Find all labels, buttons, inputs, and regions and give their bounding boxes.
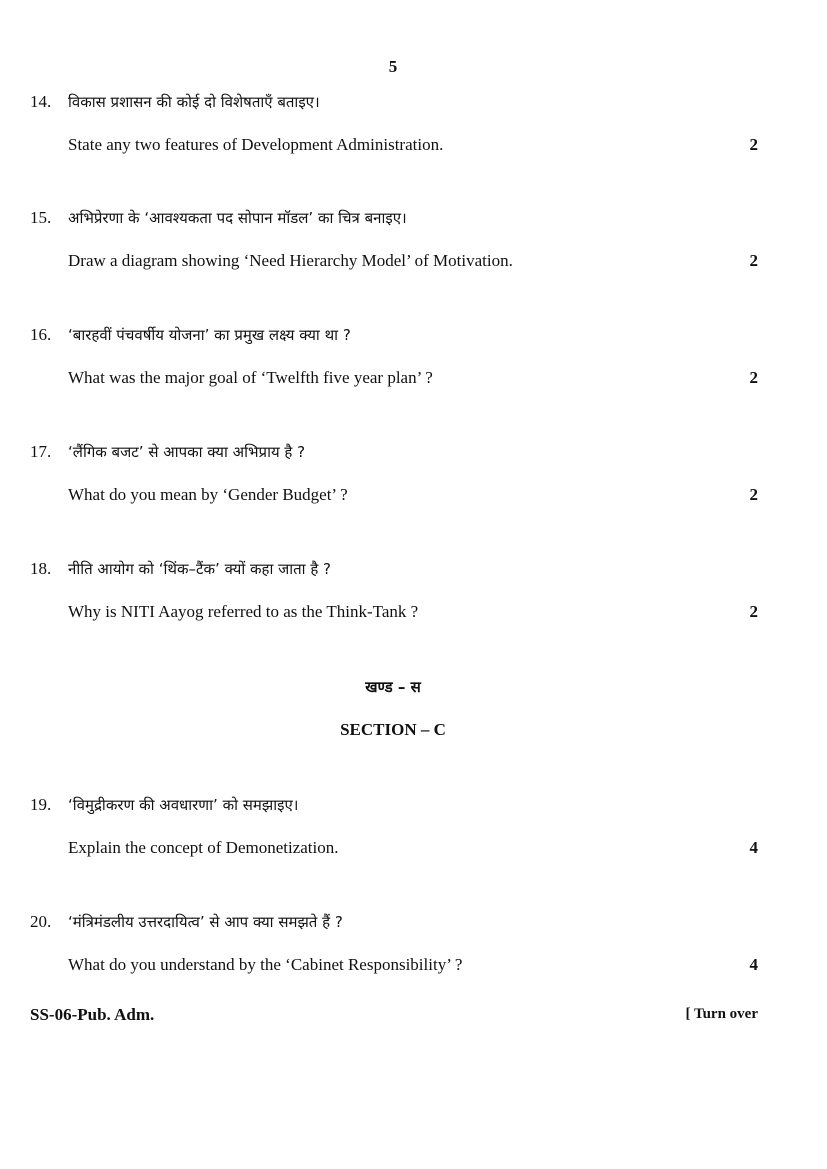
question-hindi-text: विकास प्रशासन की कोई दो विशेषताएँ बताइए। xyxy=(68,93,320,111)
question-english-text: Explain the concept of Demonetization. xyxy=(68,838,339,857)
question-hindi-text: ‘मंत्रिमंडलीय उत्तरदायित्व’ से आप क्या समझते हैं ? xyxy=(68,913,343,931)
question-english-text: What was the major goal of ‘Twelfth five year plan’ ? xyxy=(68,368,433,387)
question-marks: 2 xyxy=(749,368,758,387)
section-heading-hindi: खण्ड – स xyxy=(365,678,421,696)
page-number: 5 xyxy=(388,57,398,76)
question-number: 16. xyxy=(30,325,52,344)
question-number: 20. xyxy=(30,912,52,931)
question-marks: 2 xyxy=(749,602,758,621)
turn-over-note: [ Turn over xyxy=(685,1006,758,1022)
question-english-text: State any two features of Development Administration. xyxy=(68,135,444,154)
question-marks: 4 xyxy=(749,838,758,857)
question-english-text: Why is NITI Aayog referred to as the Think-Tank ? xyxy=(68,602,419,621)
question-number: 15. xyxy=(30,208,52,227)
question-hindi-text: ‘विमुद्रीकरण की अवधारणा’ को समझाइए। xyxy=(68,796,299,814)
question-english-text: Draw a diagram showing ‘Need Hierarchy Model’ of Motivation. xyxy=(68,251,513,270)
question-marks: 2 xyxy=(749,485,758,504)
question-number: 14. xyxy=(30,92,52,111)
question-english-text: What do you mean by ‘Gender Budget’ ? xyxy=(68,485,348,504)
question-hindi-text: अभिप्रेरणा के ‘आवश्यकता पद सोपान मॉडल’ का चित्र बनाइए। xyxy=(68,209,407,227)
question-marks: 4 xyxy=(749,955,758,974)
question-hindi-text: नीति आयोग को ‘थिंक–टैंक’ क्यों कहा जाता है ? xyxy=(68,560,332,578)
paper-code: SS-06-Pub. Adm. xyxy=(30,1005,155,1024)
question-marks: 2 xyxy=(749,135,758,154)
question-number: 18. xyxy=(30,559,52,578)
question-marks: 2 xyxy=(749,251,758,270)
section-heading-english: SECTION – C xyxy=(340,720,446,739)
question-hindi-text: ‘लैंगिक बजट’ से आपका क्या अभिप्राय है ? xyxy=(68,443,306,461)
question-number: 17. xyxy=(30,442,52,461)
question-english-text: What do you understand by the ‘Cabinet Responsibility’ ? xyxy=(68,955,463,974)
question-hindi-text: ‘बारहवीं पंचवर्षीय योजना’ का प्रमुख लक्ष्य क्या था ? xyxy=(68,326,351,344)
question-number: 19. xyxy=(30,795,52,814)
